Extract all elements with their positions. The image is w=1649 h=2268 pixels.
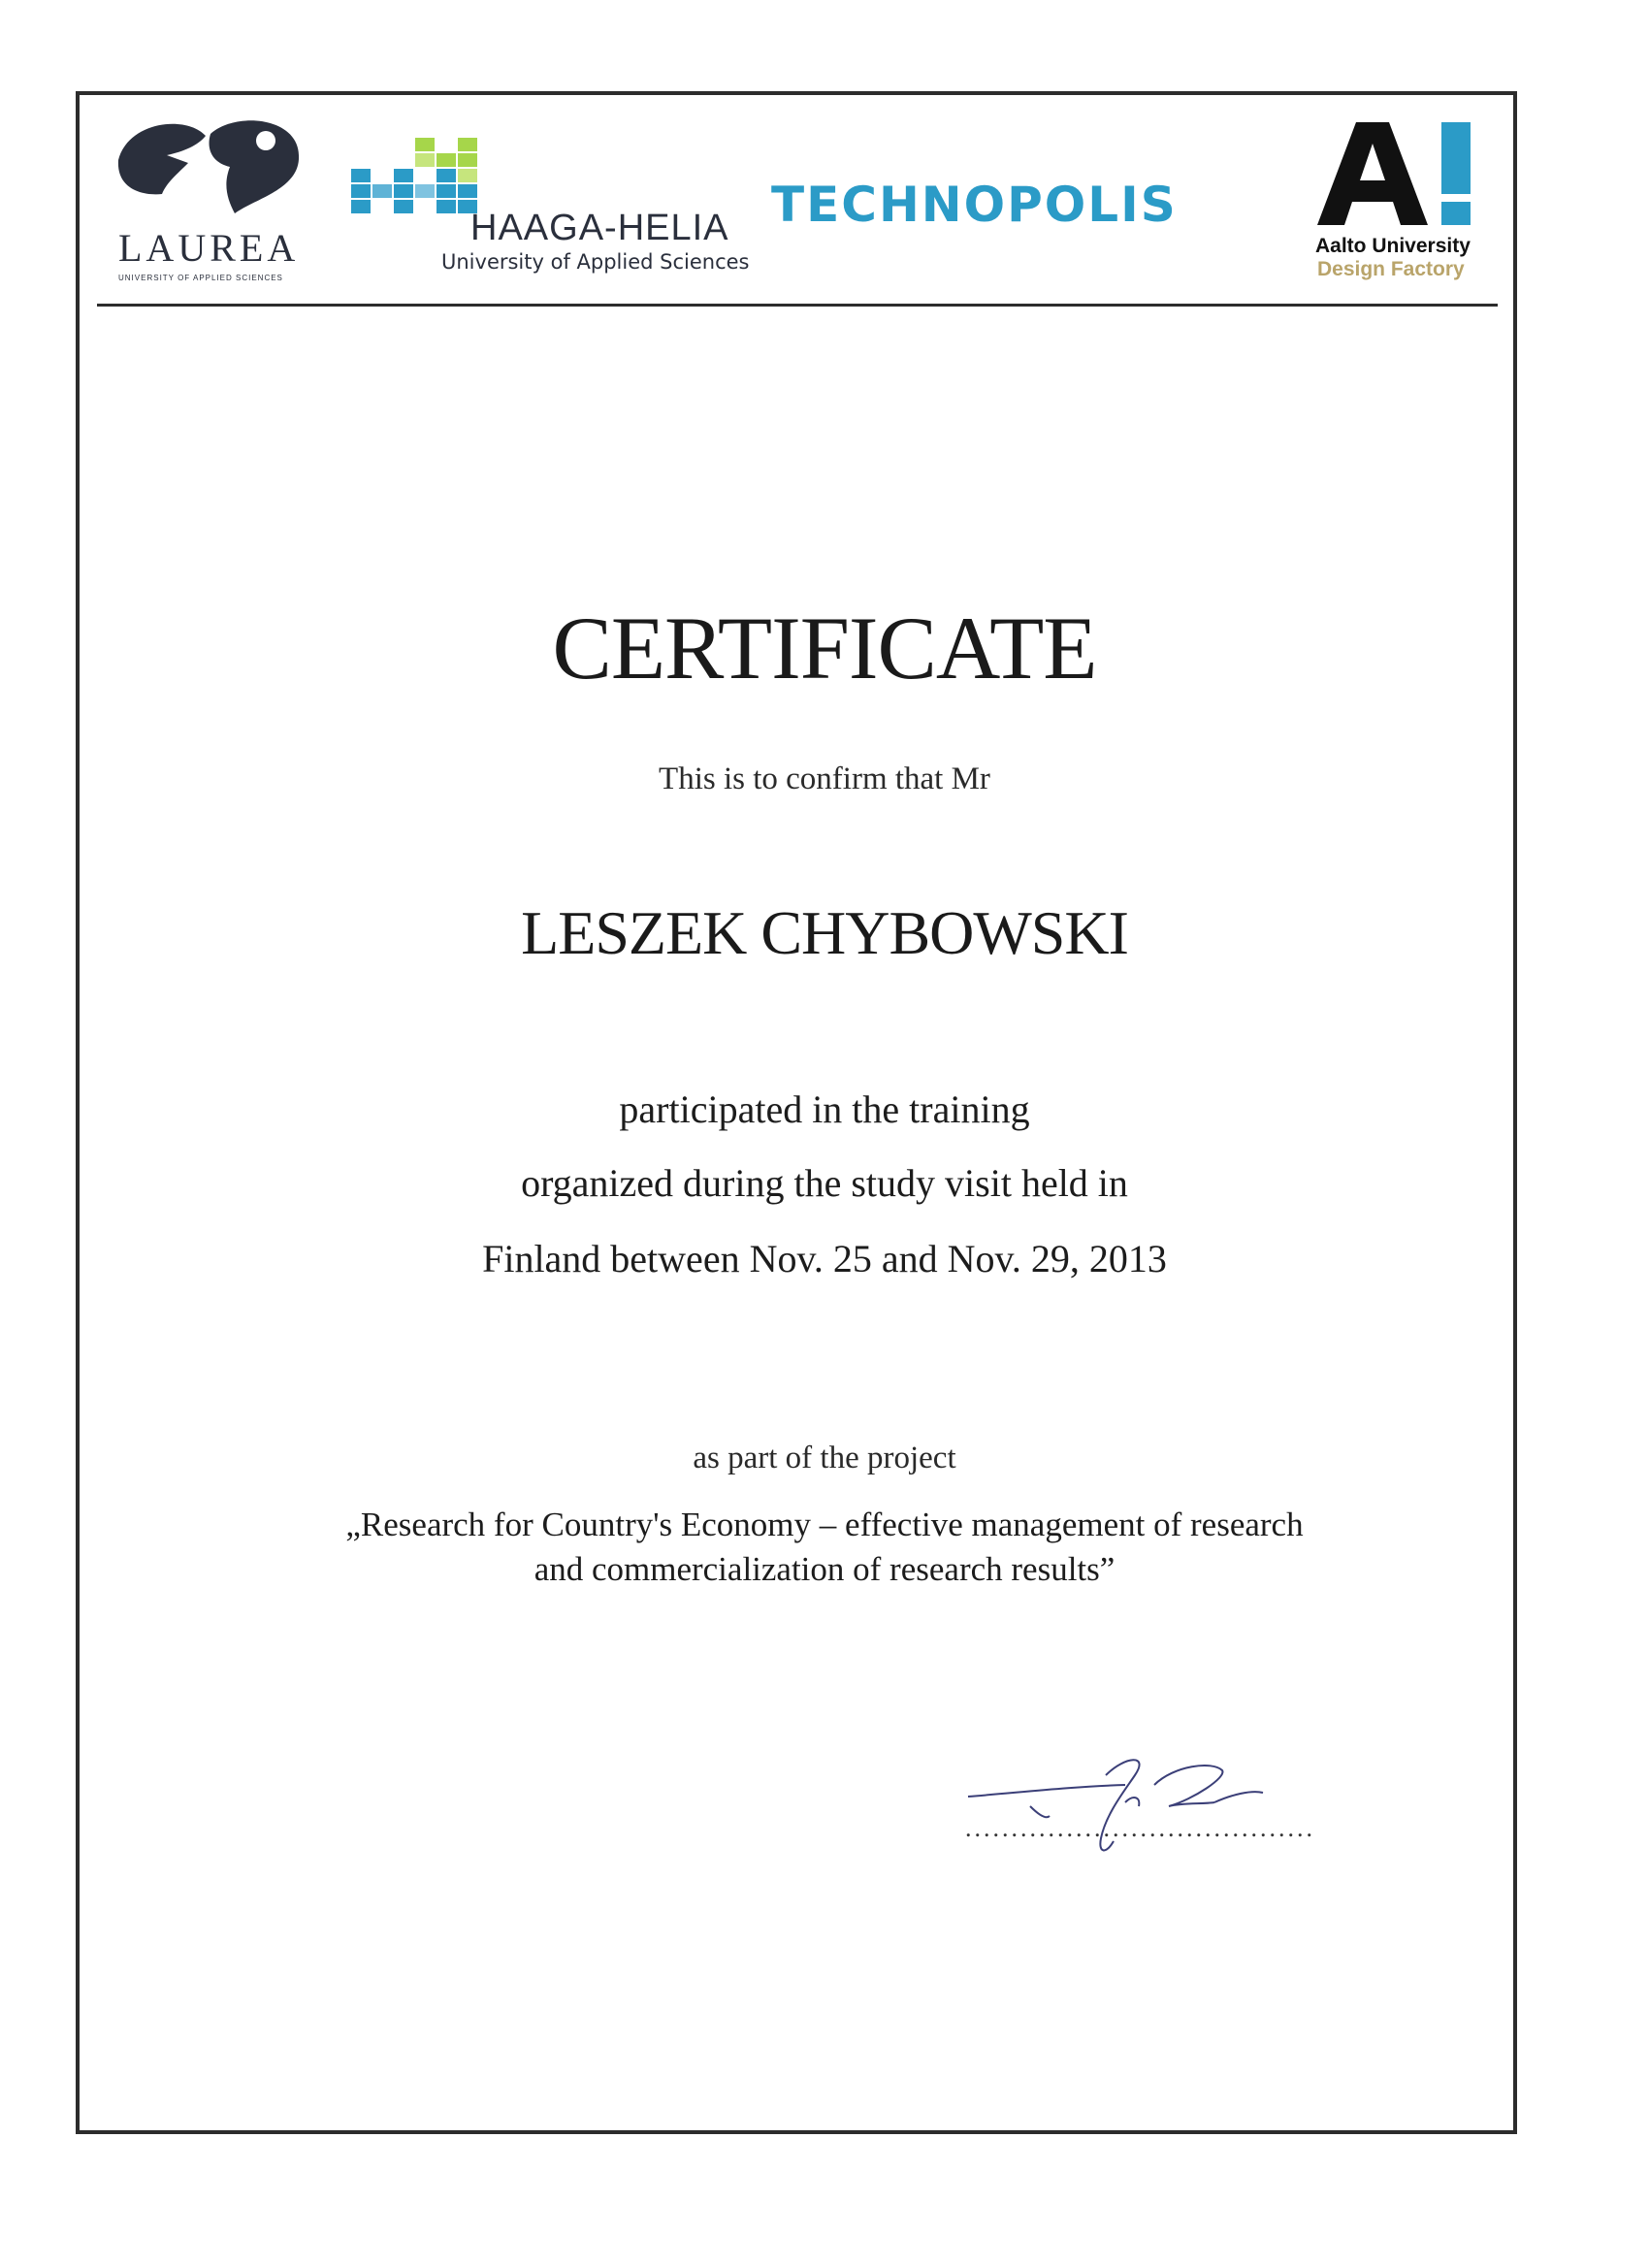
intro-text: This is to confirm that Mr [659, 761, 990, 796]
aalto-a-exclamation-icon [1310, 116, 1494, 233]
laurea-emblem-icon [109, 107, 303, 223]
project-title-line: „Research for Country's Economy – effective management of research [345, 1506, 1304, 1543]
body-line: organized during the study visit held in [521, 1161, 1128, 1205]
aalto-subtitle: Design Factory [1317, 258, 1465, 280]
signature-line: ...................................... [965, 1814, 1315, 1842]
certificate-title: CERTIFICATE [552, 599, 1097, 697]
aalto-logo [1310, 116, 1494, 291]
project-intro: as part of the project [693, 1441, 956, 1475]
haaga-helia-name: HAAGA-HELIA [470, 208, 729, 248]
project-title-line: and commercialization of research results” [534, 1550, 1116, 1588]
haaga-helia-subtitle: University of Applied Sciences [441, 250, 750, 274]
laurea-wordmark: LAUREA [118, 226, 300, 270]
laurea-logo [109, 107, 303, 291]
handwritten-signature [960, 1746, 1348, 1872]
recipient-name: LESZEK CHYBOWSKI [521, 898, 1128, 967]
technopolis-logo: TECHNOPOLIS [771, 177, 1178, 233]
laurea-tagline: UNIVERSITY OF APPLIED SCIENCES [118, 274, 283, 282]
header-divider [97, 304, 1498, 307]
body-line: Finland between Nov. 25 and Nov. 29, 2013 [482, 1237, 1167, 1280]
haaga-helia-logo [349, 134, 776, 279]
body-line: participated in the training [619, 1087, 1030, 1131]
aalto-name: Aalto University [1315, 235, 1471, 257]
